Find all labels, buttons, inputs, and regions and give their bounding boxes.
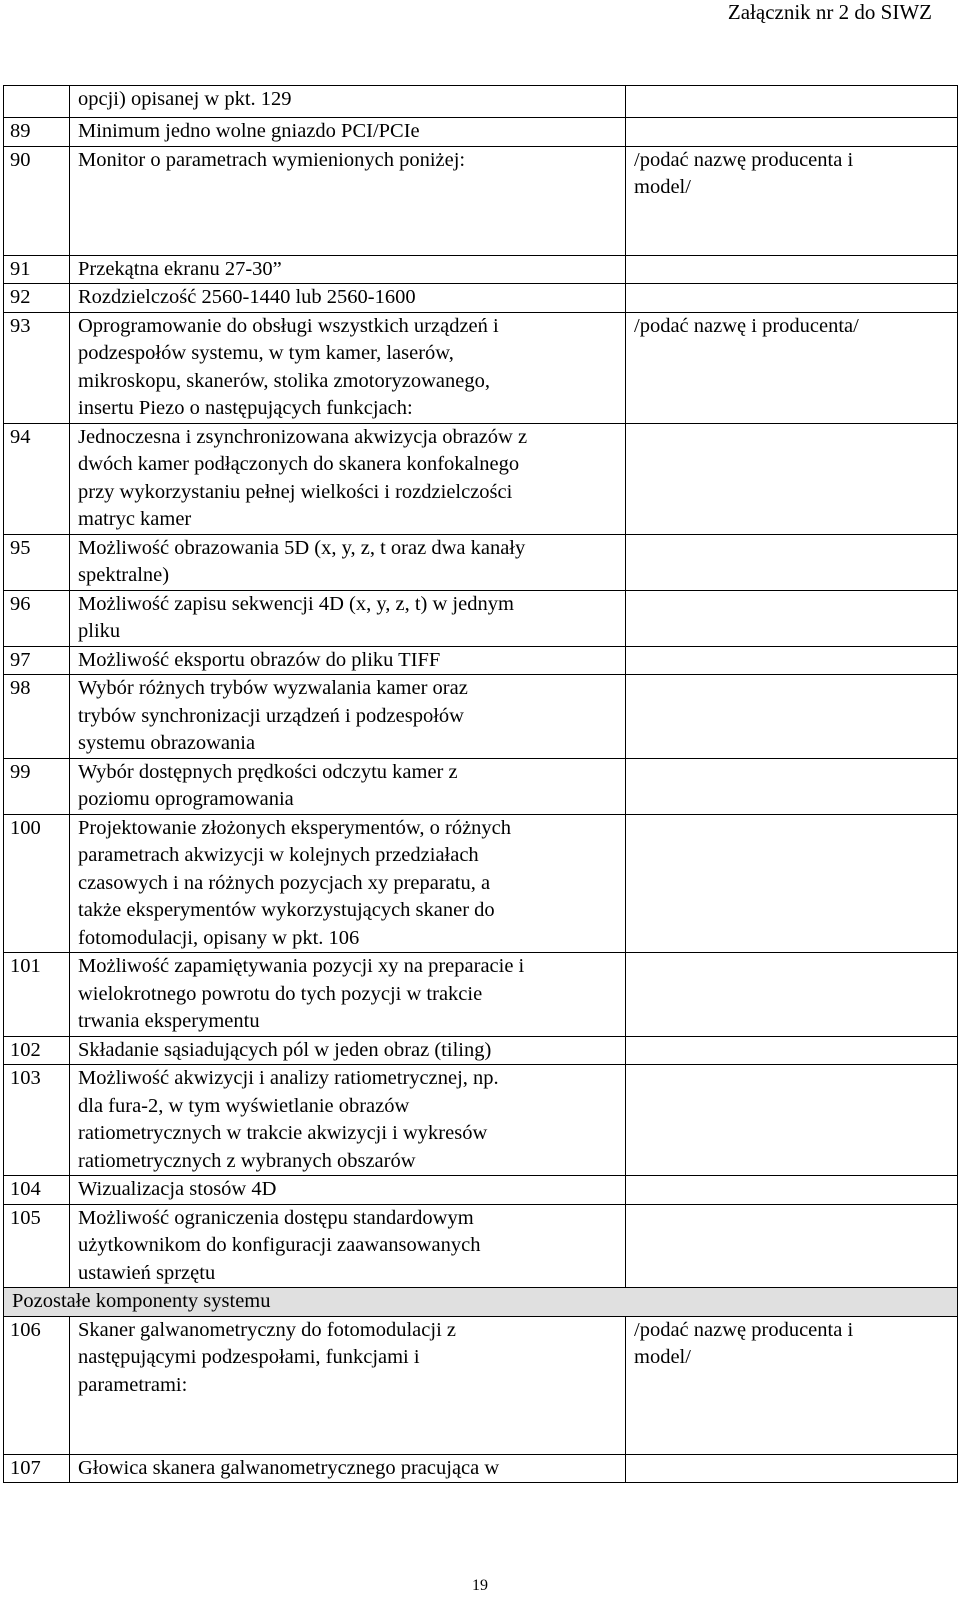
row-description: Monitor o parametrach wymienionych poniżej: (70, 146, 626, 255)
row-number: 92 (4, 284, 70, 313)
attachment-header: Załącznik nr 2 do SIWZ (727, 0, 932, 24)
table-row (4, 1036, 958, 1065)
section-header-row (4, 1288, 958, 1317)
row-description: Projektowanie złożonych eksperymentów, o różnych parametrach akwizycji w kolejnych przedziałach czasowych i na różnych pozycjach xy preparatu, a także eksperymentów wykorzystujących skaner do fotomodulacji, opisany w pkt. 106 (70, 814, 626, 953)
row-description: Przekątna ekranu 27-30” (70, 255, 626, 284)
row-description: Wizualizacja stosów 4D (70, 1176, 626, 1205)
row-number: 104 (4, 1176, 70, 1205)
row-note (626, 1454, 958, 1483)
row-description: Skaner galwanometryczny do fotomodulacji z następującymi podzespołami, funkcjami i parametrami: (70, 1316, 626, 1454)
table-row (4, 423, 958, 534)
row-number: 96 (4, 590, 70, 646)
row-note: /podać nazwę producenta i model/ (626, 146, 958, 255)
row-note (626, 590, 958, 646)
row-note (626, 118, 958, 147)
table-row (4, 118, 958, 147)
row-note (626, 814, 958, 953)
row-note (626, 953, 958, 1037)
row-description: Możliwość ograniczenia dostępu standardowym użytkownikom do konfiguracji zaawansowanych ustawień sprzętu (70, 1204, 626, 1288)
row-note (626, 1036, 958, 1065)
table-row (4, 590, 958, 646)
table-row (4, 312, 958, 423)
row-note (626, 86, 958, 118)
table-row (4, 1454, 958, 1483)
row-number: 98 (4, 675, 70, 759)
row-note: /podać nazwę producenta i model/ (626, 1316, 958, 1454)
table-row (4, 1204, 958, 1288)
table-row (4, 675, 958, 759)
table-row (4, 814, 958, 953)
table-row (4, 1176, 958, 1205)
row-description: Jednoczesna i zsynchronizowana akwizycja obrazów z dwóch kamer podłączonych do skanera konfokalnego przy wykorzystaniu pełnej wielkości i rozdzielczości matryc kamer (70, 423, 626, 534)
row-number (4, 86, 70, 118)
row-note (626, 646, 958, 675)
row-description: Możliwość obrazowania 5D (x, y, z, t oraz dwa kanały spektralne) (70, 534, 626, 590)
row-number: 106 (4, 1316, 70, 1454)
row-number: 102 (4, 1036, 70, 1065)
row-description: Minimum jedno wolne gniazdo PCI/PCIe (70, 118, 626, 147)
table-row (4, 255, 958, 284)
spec-table (3, 85, 958, 1483)
row-description: Składanie sąsiadujących pól w jeden obraz (tiling) (70, 1036, 626, 1065)
row-description: Możliwość zapisu sekwencji 4D (x, y, z, t) w jednym pliku (70, 590, 626, 646)
table-row (4, 1065, 958, 1176)
row-description: Rozdzielczość 2560-1440 lub 2560-1600 (70, 284, 626, 313)
table-row (4, 758, 958, 814)
row-note (626, 1065, 958, 1176)
table-row (4, 284, 958, 313)
page-number: 19 (472, 1577, 488, 1594)
table-row (4, 646, 958, 675)
row-number: 99 (4, 758, 70, 814)
row-description: Oprogramowanie do obsługi wszystkich urządzeń i podzespołów systemu, w tym kamer, laserów, mikroskopu, skanerów, stolika zmotoryzowanego, insertu Piezo o następujących funkcjach: (70, 312, 626, 423)
row-number: 90 (4, 146, 70, 255)
row-number: 105 (4, 1204, 70, 1288)
row-note (626, 1204, 958, 1288)
row-description: opcji) opisanej w pkt. 129 (70, 86, 626, 118)
row-note (626, 284, 958, 313)
row-number: 100 (4, 814, 70, 953)
row-description: Wybór dostępnych prędkości odczytu kamer z poziomu oprogramowania (70, 758, 626, 814)
row-number: 107 (4, 1454, 70, 1483)
row-number: 91 (4, 255, 70, 284)
row-note (626, 758, 958, 814)
row-description: Możliwość zapamiętywania pozycji xy na preparacie i wielokrotnego powrotu do tych pozycji w trakcie trwania eksperymentu (70, 953, 626, 1037)
row-description: Głowica skanera galwanometrycznego pracująca w (70, 1454, 626, 1483)
section-title: Pozostałe komponenty systemu (4, 1288, 958, 1317)
row-description: Możliwość akwizycji i analizy ratiometrycznej, np. dla fura-2, w tym wyświetlanie obrazów ratiometrycznych w trakcie akwizycji i wykresów ratiometrycznych z wybranych obszarów (70, 1065, 626, 1176)
table-row (4, 534, 958, 590)
table-row (4, 953, 958, 1037)
row-note (626, 675, 958, 759)
row-number: 89 (4, 118, 70, 147)
table-row (4, 86, 958, 118)
row-number: 94 (4, 423, 70, 534)
row-note (626, 1176, 958, 1205)
row-note (626, 423, 958, 534)
table-row (4, 146, 958, 255)
row-number: 97 (4, 646, 70, 675)
row-note (626, 255, 958, 284)
row-description: Możliwość eksportu obrazów do pliku TIFF (70, 646, 626, 675)
row-number: 93 (4, 312, 70, 423)
row-number: 101 (4, 953, 70, 1037)
row-note (626, 534, 958, 590)
row-note: /podać nazwę i producenta/ (626, 312, 958, 423)
row-description: Wybór różnych trybów wyzwalania kamer oraz trybów synchronizacji urządzeń i podzespołów systemu obrazowania (70, 675, 626, 759)
table-row (4, 1316, 958, 1454)
row-number: 103 (4, 1065, 70, 1176)
row-number: 95 (4, 534, 70, 590)
